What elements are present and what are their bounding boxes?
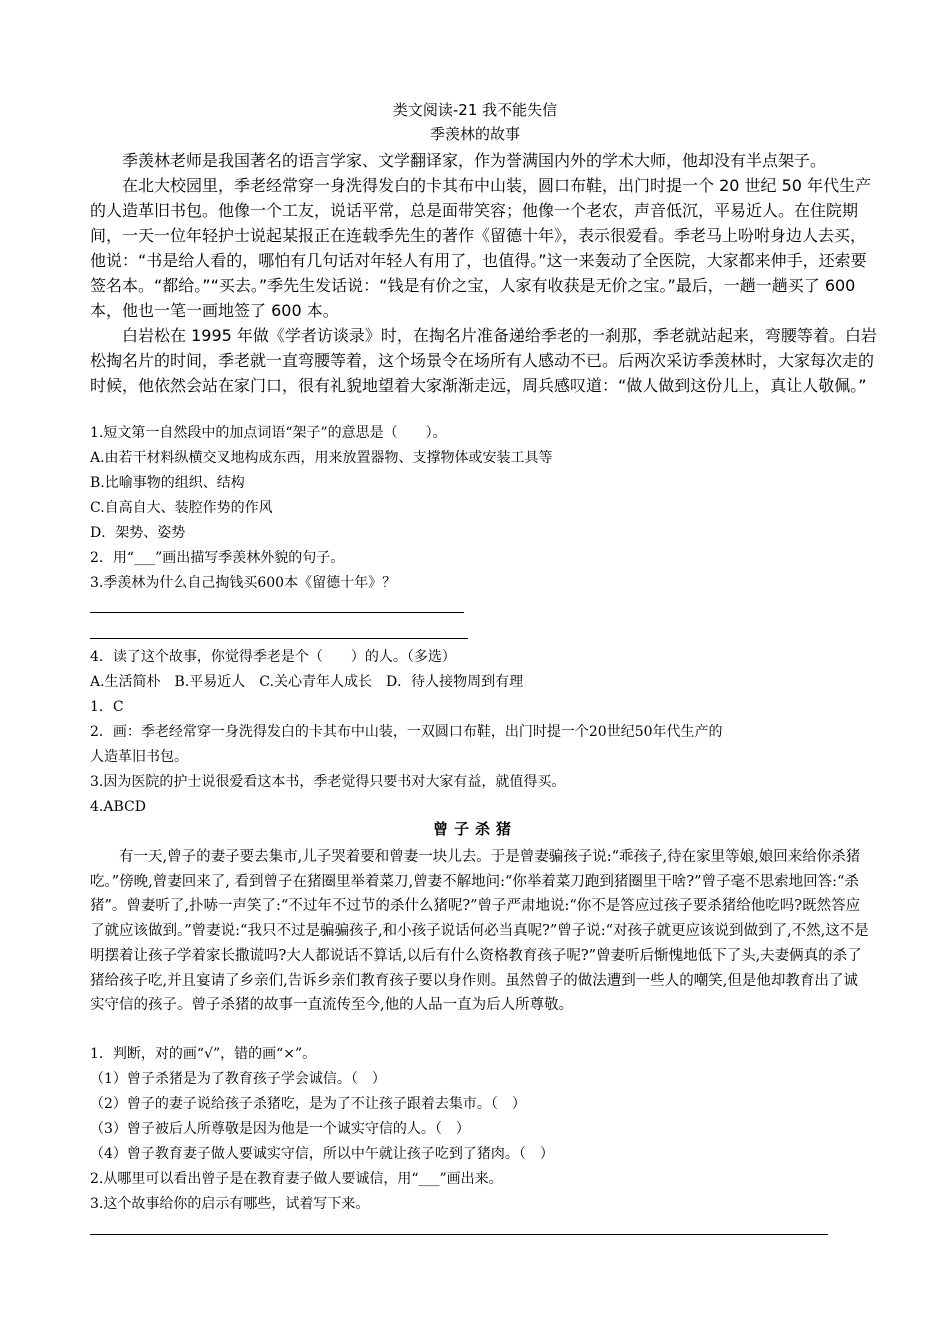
judgement-item-4: （4）曾子教育妻子做人要诚实守信，所以中午就让孩子吃到了猪肉。（ ） — [90, 1146, 554, 1162]
option-c: C.自高自大、装腔作势的作风 — [90, 500, 273, 516]
story1-paragraph-3: 白岩松在 1995 年做《学者访谈录》时，在掏名片准备递给季老的一刹那，季老就站起来，弯腰等着。白岩松掏名片的时间，季老就一直弯腰等着，这个场景令在场所有人感动不已。后两次采访季羡林时，大家每次走的时候，他依然会站在家门口，很有礼貌地望着大家渐渐走远，周兵感叹道：“做人做到这份儿上，真让人敬佩。” — [90, 326, 877, 395]
question-2: 2．用“___”画出描写季羡林外貌的句子。 — [90, 550, 345, 566]
option-a: A.由若干材料纵横交叉地构成东西，用来放置器物、支撑物体或安装工具等 — [90, 450, 553, 466]
question-4-options: A.生活简朴 B.平易近人 C.关心青年人成长 D．待人接物周到有理 — [90, 674, 524, 690]
question-4: 4．读了这个故事，你觉得季老是个（ ）的人。（多选） — [90, 649, 456, 665]
answer-line[interactable] — [90, 1234, 828, 1235]
story1-title: 季羡林的故事 — [429, 125, 520, 143]
answer-2: 2．画：季老经常穿一身洗得发白的卡其布中山装，一双圆口布鞋，出门时提一个20世纪50年代生产的 — [90, 724, 723, 740]
story2-question-3: 3.这个故事给你的启示有哪些，试着写下来。 — [90, 1196, 370, 1212]
answer-2-continued: 人造革旧书包。 — [90, 749, 188, 765]
question-1: 1.短文第一自然段中的加点词语“架子”的意思是（ ）。 — [90, 425, 447, 441]
story2-paragraph: 有一天,曾子的妻子要去集市,儿子哭着要和曾妻一块儿去。于是曾妻骗孩子说:“乖孩子,待在家里等娘,娘回来给你杀猪吃。”傍晚,曾妻回来了, 看到曾子在猪圈里举着菜刀,曾妻不解地问:“你举着菜刀跑到猪圈里干啥?”曾子毫不思索地回答:“杀猪”。曾妻听了,扑哧一声笑了:“不过年不过节的杀什么猪呢?”曾子严肃地说:“你不是答应过孩子要杀猪给他吃吗?既然答应了就应该做到。”曾妻说:“我只不过是骗骗孩子,和小孩子说话何必当真呢?”曾子说:“对孩子就更应该说到做到了,不然,这不是明摆着让孩子学着家长撒谎吗?大人都说话不算话,以后有什么资格教育孩子呢?”曾妻听后惭愧地低下了头,夫妻俩真的杀了猪给孩子吃,并且宴请了乡亲们,告诉乡亲们教育孩子要以身作则。虽然曾子的做法遭到一些人的嘲笑,但是他却教育出了诚实守信的孩子。曾子杀猪的故事一直流传至今,他的人品一直为后人所尊敬。 — [90, 849, 869, 1014]
answer-line[interactable] — [90, 612, 464, 613]
option-d: D．架势、姿势 — [90, 525, 186, 541]
judgement-item-1: （1）曾子杀猪是为了教育孩子学会诚信。（ ） — [90, 1071, 386, 1087]
judgement-item-3: （3）曾子被后人所尊敬是因为他是一个诚实守信的人。（ ） — [90, 1121, 470, 1137]
story2-question-1: 1．判断，对的画“√”，错的画“×”。 — [90, 1046, 317, 1062]
story2-question-2: 2.从哪里可以看出曾子是在教育妻子做人要诚信，用“___”画出来。 — [90, 1171, 503, 1187]
answer-3: 3.因为医院的护士说很爱看这本书，季老觉得只要书对大家有益，就值得买。 — [90, 774, 566, 790]
option-b: B.比喻事物的组织、结构 — [90, 475, 245, 491]
story1-paragraph-2: 在北大校园里，季老经常穿一身洗得发白的卡其布中山装，圆口布鞋，出门时提一个 20 世纪 50 年代生产的人造革旧书包。他像一个工友，说话平常，总是面带笑容；他像一个老农，声音低沉，平易近人。在住院期间，一天一位年轻护士说起某报正在连载季先生的著作《留德十年》，表示很爱看。季老马上吩咐身边人去买，他说：“书是给人看的，哪怕有几句话对年轻人有用了，也值得。”这一来轰动了全医院，大家都来伸手，还索要签名本。“都给。”“买去。”季先生发话说：“钱是有价之宝，人家有收获是无价之宝。”最后，一趟一趟买了 600 本，他也一笔一画地签了 600 本。 — [90, 176, 872, 320]
answer-line[interactable] — [90, 638, 468, 639]
page-title: 类文阅读-21 我不能失信 — [392, 101, 558, 119]
answer-1: 1．C — [90, 699, 124, 715]
judgement-item-2: （2）曾子的妻子说给孩子杀猪吃，是为了不让孩子跟着去集市。（ ） — [90, 1096, 526, 1112]
story2-title: 曾子杀猪 — [432, 820, 517, 838]
question-3: 3.季羡林为什么自己掏钱买600本《留德十年》？ — [90, 575, 397, 591]
answer-4: 4.ABCD — [90, 799, 146, 815]
story1-paragraph-1: 季羡林老师是我国著名的语言学家、文学翻译家，作为誉满国内外的学术大师，他却没有半点架子。 — [122, 151, 827, 170]
